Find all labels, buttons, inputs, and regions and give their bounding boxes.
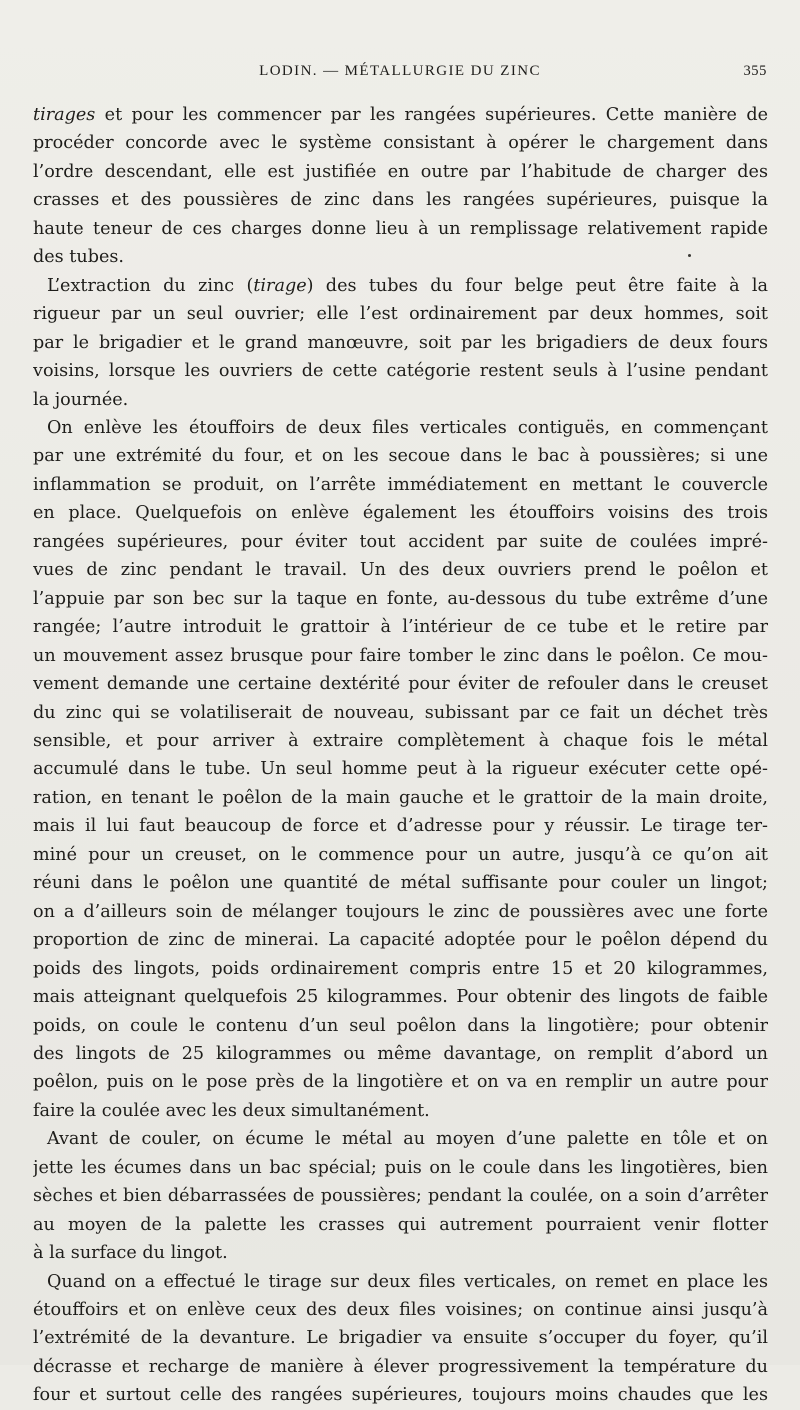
text-line: réuni dans le poêlon une quantité de métal suffisante pour couler un lingot; (33, 873, 768, 894)
text-line: à la surface du lingot. (33, 1243, 228, 1264)
text-line: l’ordre descendant, elle est justifiée en outre par l’habitude de charger des (33, 161, 768, 182)
text-line: vues de zinc pendant le travail. Un des deux ouvriers prend le poêlon et (33, 560, 768, 581)
text-line: l’extrémité de la devanture. Le brigadier va ensuite s’occuper du foyer, qu’il (33, 1328, 768, 1349)
text-line: On enlève les étouffoirs de deux files verticales contiguës, en commençant (47, 417, 768, 438)
text-line: inflammation se produit, on l’arrête immédiatement en mettant le couvercle (33, 474, 768, 495)
text-line: poids des lingots, poids ordinairement compris entre 15 et 20 kilogrammes, (33, 958, 768, 979)
text-line: on a d’ailleurs soin de mélanger toujours le zinc de poussières avec une forte (33, 901, 768, 922)
text-line: des lingots de 25 kilogrammes ou même davantage, on remplit d’abord un (33, 1043, 768, 1064)
text-line: crasses et des poussières de zinc dans les rangées supérieures, puisque la (33, 190, 768, 211)
ink-speck (688, 254, 691, 257)
text-line: poêlon, puis on le pose près de la lingotière et on va en remplir un autre pour (33, 1072, 768, 1093)
text-line: un mouvement assez brusque pour faire tomber le zinc dans le poêlon. Ce mou- (33, 645, 768, 666)
body-text (33, 101, 768, 1410)
text-line: poids, on coule le contenu d’un seul poêlon dans la lingotière; pour obtenir (33, 1015, 768, 1036)
text-line: étouffoirs et on enlève ceux des deux files voisines; on continue ainsi jusqu’à (33, 1300, 768, 1321)
text-line: four et surtout celle des rangées supérieures, toujours moins chaudes que les (33, 1385, 768, 1406)
text-line: miné pour un creuset, on le commence pour un autre, jusqu’à ce qu’on ait (33, 844, 768, 865)
text-line: faire la coulée avec les deux simultanément. (33, 1100, 430, 1121)
text-line: Avant de couler, on écume le métal au moyen d’une palette en tôle et on (47, 1129, 768, 1150)
text-line: haute teneur de ces charges donne lieu à un remplissage relativement rapide (33, 218, 768, 239)
running-head-title: LODIN. — MÉTALLURGIE DU ZINC (259, 63, 541, 79)
text-line: ration, en tenant le poêlon de la main gauche et le grattoir de la main droite, (33, 787, 768, 808)
text-line: rangées supérieures, pour éviter tout accident par suite de coulées impré- (33, 531, 768, 552)
text-line: la journée. (33, 389, 129, 410)
text-line: Quand on a effectué le tirage sur deux files verticales, on remet en place les (47, 1271, 768, 1292)
page-number: 355 (743, 63, 767, 79)
text-line: mais atteignant quelquefois 25 kilogrammes. Pour obtenir des lingots de faible (33, 987, 768, 1008)
text-line: L’extraction du zinc (tirage) des tubes du four belge peut être faite à la (47, 275, 768, 296)
text-line: mais il lui faut beaucoup de force et d’adresse pour y réussir. Le tirage ter- (33, 816, 768, 837)
text-line: rigueur par un seul ouvrier; elle l’est ordinairement par deux hommes, soit (33, 304, 768, 325)
text-line: proportion de zinc de minerai. La capacité adoptée pour le poêlon dépend du (33, 930, 768, 951)
text-line: rangée; l’autre introduit le grattoir à l’intérieur de ce tube et le retire par (33, 617, 768, 638)
text-line: des tubes. (33, 247, 124, 268)
text-line: l’appuie par son bec sur la taque en fonte, au-dessous du tube extrême d’une (33, 588, 768, 609)
text-line: voisins, lorsque les ouvriers de cette catégorie restent seuls à l’usine pendant (33, 361, 768, 382)
text-line: par le brigadier et le grand manœuvre, soit par les brigadiers de deux fours (33, 332, 768, 353)
text-line: tirages et pour les commencer par les rangées supérieures. Cette manière de (33, 105, 768, 125)
text-line: en place. Quelquefois on enlève également les étouffoirs voisins des trois (33, 503, 768, 524)
text-line: décrasse et recharge de manière à élever progressivement la température du (33, 1356, 768, 1377)
text-line: sèches et bien débarrassées de poussières; pendant la coulée, on a soin d’arrêter (33, 1186, 768, 1207)
text-line: sensible, et pour arriver à extraire complètement à chaque fois le métal (33, 730, 768, 751)
text-line: vement demande une certaine dextérité pour éviter de refouler dans le creuset (33, 674, 768, 695)
text-line: procéder concorde avec le système consistant à opérer le chargement dans (33, 133, 768, 154)
italic-term: tirages (33, 105, 96, 125)
text-line: accumulé dans le tube. Un seul homme peut à la rigueur exécuter cette opé- (33, 759, 768, 780)
italic-term: tirage (253, 275, 307, 296)
text-line: par une extrémité du four, et on les secoue dans le bac à poussières; si une (33, 446, 768, 467)
text-line: du zinc qui se volatiliserait de nouveau, subissant par ce fait un déchet très (33, 702, 768, 723)
text-line: au moyen de la palette les crasses qui autrement pourraient venir flotter (33, 1214, 768, 1235)
running-head (33, 63, 767, 87)
text-line: jette les écumes dans un bac spécial; puis on le coule dans les lingotières, bien (33, 1157, 768, 1178)
